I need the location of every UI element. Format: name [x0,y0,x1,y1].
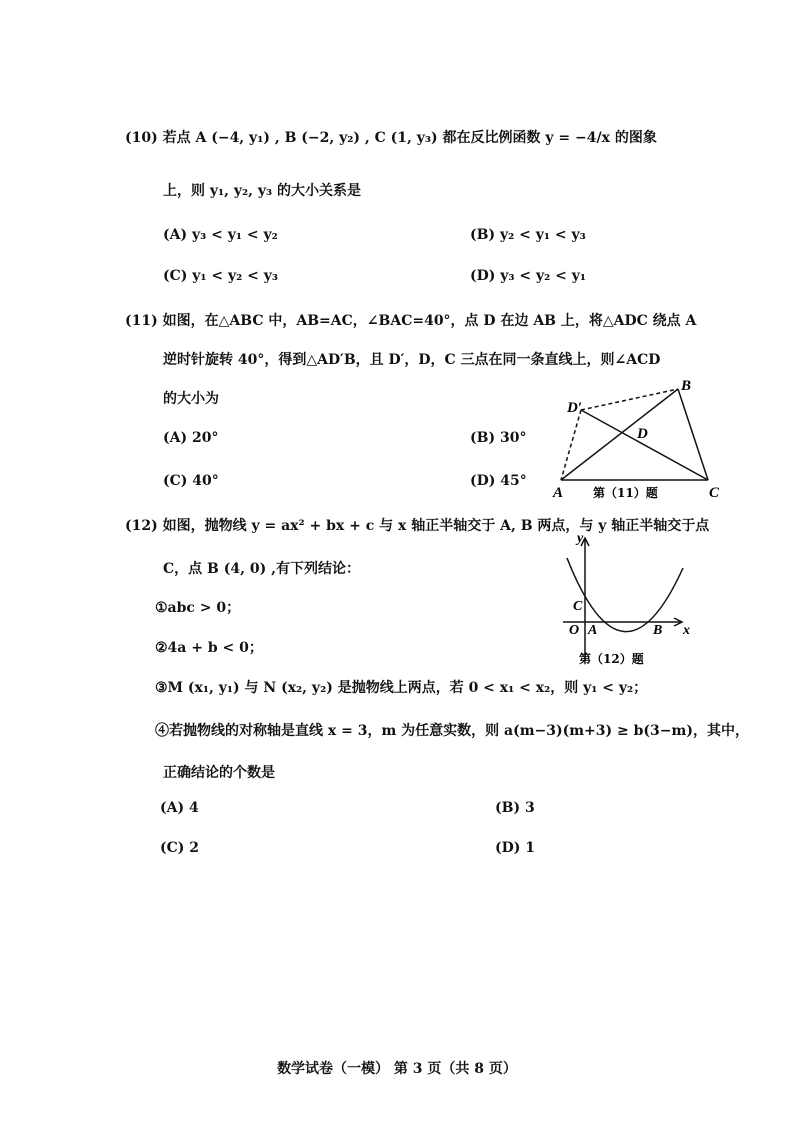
q11-line3: 的大小为 [163,391,219,407]
q11-label-a: A [553,485,564,501]
q12-label-x: x [683,623,690,638]
q10-option-c: (C) y₁ < y₂ < y₃ [163,268,279,284]
q12-label-y: y [577,531,584,546]
q11-line1: (11) 如图，在△ABC 中，AB=AC，∠BAC=40°，点 D 在边 AB 上，将△ADC 绕点 A [125,313,697,329]
q11-label-c: C [709,485,720,501]
q11-option-d: (D) 45° [470,473,527,489]
q11-label-b: B [681,378,692,394]
q11-option-c: (C) 40° [163,473,219,489]
q12-label-a: A [588,623,598,638]
q12-label-b: B [653,623,663,638]
q12-option-b: (B) 3 [495,800,535,816]
q12-conclusion-1: ①abc > 0； [155,600,241,616]
q11-label-dprime: D′ [567,400,583,416]
q12-figure [555,530,705,670]
q10-option-d: (D) y₃ < y₂ < y₁ [470,268,587,284]
q12-option-c: (C) 2 [160,840,200,856]
q12-conclusion-3: ③M (x₁, y₁) 与 N (x₂, y₂) 是抛物线上两点，若 0 < x₁ < x₂，则 y₁ < y₂； [155,680,648,696]
q10-line2: 上，则 y₁, y₂, y₃ 的大小关系是 [163,183,362,199]
q12-option-a: (A) 4 [160,800,199,816]
q11-figure [545,370,735,505]
q12-line1: (12) 如图，抛物线 y = ax² + bx + c 与 x 轴正半轴交于 A, B 两点，与 y 轴正半轴交于点 [125,518,710,534]
page-footer: 数学试卷（一模） 第 3 页（共 8 页） [277,1061,517,1077]
q12-conclusion-2: ②4a + b < 0； [155,640,263,656]
q12-label-o: O [569,623,580,638]
q12-caption: 第（12）题 [579,652,644,666]
q10-option-b: (B) y₂ < y₁ < y₃ [470,227,586,243]
q11-option-b: (B) 30° [470,430,527,446]
q11-line2: 逆时针旋转 40°，得到△AD′B，且 D′，D，C 三点在同一条直线上，则∠ACD [163,352,661,368]
q10-option-a: (A) y₃ < y₁ < y₂ [163,227,278,243]
q11-segment-adp [561,410,581,480]
q12-line2: C，点 B (4, 0) ,有下列结论： [163,561,360,577]
q11-caption: 第（11）题 [593,486,658,500]
q10-line1: (10) 若点 A (−4, y₁) , B (−2, y₂) , C (1, y₃) 都在反比例函数 y = −4/x 的图象 [125,130,657,146]
q12-conclusion-4: ④若抛物线的对称轴是直线 x = 3，m 为任意实数，则 a(m−3)(m+3) ≥ b(3−m)，其中， [155,723,749,739]
q11-option-a: (A) 20° [163,430,219,446]
q12-option-d: (D) 1 [495,840,536,856]
q12-label-c: C [573,599,583,614]
q11-label-d: D [637,426,648,442]
q12-question: 正确结论的个数是 [163,765,275,781]
